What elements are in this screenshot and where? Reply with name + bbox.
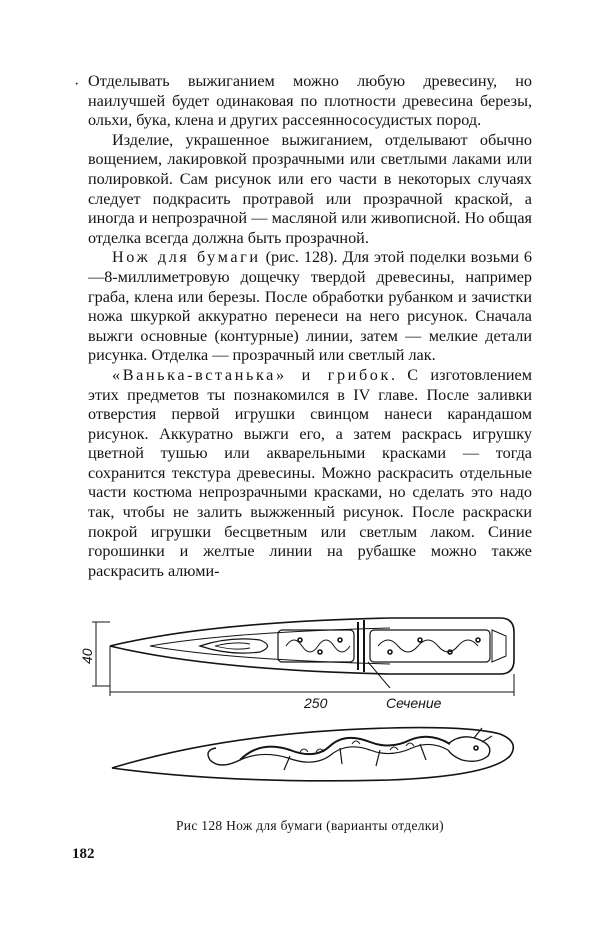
knife-top-drawing (110, 618, 514, 674)
paragraph-3-body: (рис. 128). Для этой поделки возьми 6—8-миллиметровую дощечку твердой древесины, например граба, клена или березы. После обработки рубанком и зачистки ножа шкуркой аккуратно перенеси на него рисунок. Сначала выжги основные (контурные) линии, затем — мелкие детали рисунка. Отделка — прозрачный или светлый лак. (88, 248, 532, 365)
dimension-lines (92, 622, 514, 696)
knife-illustration (79, 600, 530, 800)
paragraph-4-heading: «Ванька-встанька» и грибок (112, 365, 391, 384)
paragraph-4-body: . С изготовлением этих предметов ты познакомился в IV главе. После заливки отверстия первой игрушки свинцом нанеси карандашом рисунок. Аккуратно выжги его, а затем раскрась игрушку цветной тушью или акварельными красками — тогда сохранится текстура древесины. Можно раскрасить отдельные части костюма непрозрачными красками, но сделать это надо так, чтобы не залить выжженный рисунок. После раскраски покрой игрушки бесцветным или светлым лаком. Синие горошинки и желтые линии на рубашке можно также раскрасить алюми- (88, 365, 532, 580)
margin-dot: · (74, 76, 80, 93)
figure-caption: Рис 128 Нож для бумаги (варианты отделки) (176, 818, 444, 833)
paragraph-2: Изделие, украшенное выжиганием, отделывают обычно вощением, лакировкой прозрачными или светлыми лаками или полировкой. Сам рисунок или его части в некоторых случаях следует подкрасить протравой или прозрачной краской, а иногда и непрозрачной — масляной или живописной. Но общая отделка всегда должна быть прозрачной. (88, 130, 532, 247)
paragraph-3-heading: Нож для бумаги (112, 248, 261, 267)
paragraph-1: Отделывать выжиганием можно любую древесину, но наилучшей будет одинаковая по плотности древесина березы, ольхи, бука, клена и других рассеяннососудистых пород. (88, 72, 532, 130)
paragraph-3 (88, 248, 532, 366)
dimension-length-label: 250 (304, 695, 328, 711)
body-text (88, 72, 532, 581)
knife-bottom-drawing (112, 728, 513, 781)
dimension-height-label: 40 (79, 648, 95, 664)
paragraph-4 (88, 366, 532, 582)
section-label: Сечение (386, 695, 442, 711)
page-number: 182 (72, 846, 95, 862)
figure-128 (79, 600, 530, 800)
